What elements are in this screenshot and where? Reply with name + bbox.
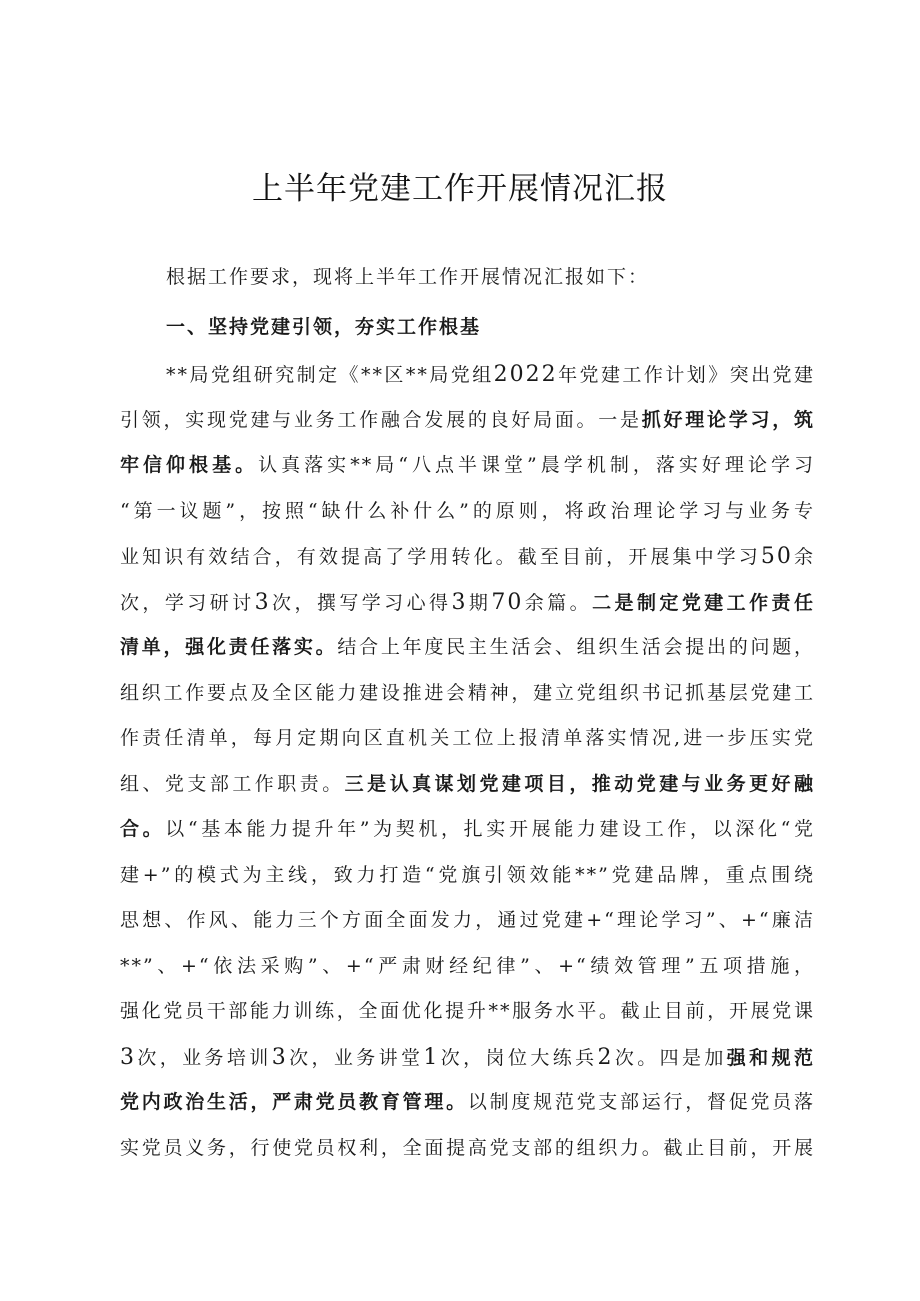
number-run: 3 (271, 1044, 288, 1070)
text-run: 次，业务讲堂 (287, 1046, 424, 1069)
text-run: 建+”的模式为主线，致力打造“党旗引领效能**”党建品牌，重点围绕 (120, 863, 815, 886)
text-run: **局党组研究制定《**区**局党组 (166, 364, 494, 386)
number-run: 3 (451, 589, 468, 615)
number-run: 1 (423, 1044, 440, 1070)
paragraph-line (120, 989, 815, 1035)
text-run: 组、党支部工作职责。 (120, 772, 345, 795)
text-run: 次，业务培训 (136, 1046, 272, 1069)
paragraph-line (120, 671, 815, 717)
paragraph-line (120, 625, 815, 671)
paragraph-line (120, 489, 815, 535)
paragraph-line (120, 944, 815, 990)
paragraph-line (120, 398, 815, 444)
bold-run: 强和规范 (726, 1046, 815, 1069)
number-run: 3 (254, 589, 271, 615)
text-run: 业知识有效结合，有效提高了学用转化。截至目前，开展集中学习 (120, 546, 761, 568)
intro-paragraph: 根据工作要求，现将上半年工作开展情况汇报如下： (166, 266, 650, 288)
paragraph-line (120, 1080, 815, 1126)
text-run: 余 (792, 546, 815, 568)
paragraph-line (120, 443, 815, 489)
bold-run: 抓好理论学习，筑 (641, 408, 815, 431)
section-heading: 一、坚持党建引领，夯实工作根基 (166, 316, 482, 338)
text-run: 引领，实现党建与业务工作融合发展的良好局面。一是 (120, 408, 642, 431)
paragraph-line (120, 352, 815, 398)
text-run: 年党建工作计划》突出党建 (557, 364, 815, 386)
text-run: 余篇。 (523, 591, 593, 614)
text-run: 结合上年度民主生活会、组织生活会提出的问题， (337, 636, 815, 658)
text-run: 次。四是加 (613, 1046, 727, 1069)
paragraph-line (120, 853, 815, 899)
paragraph-line (120, 1035, 815, 1081)
text-run: 思想、作风、能力三个方面全面发力，通过党建+“理论学习”、+“廉洁 (120, 909, 815, 931)
paragraph-line (120, 580, 815, 626)
paragraph-line (120, 716, 815, 762)
bold-run: 牢信仰根基。 (120, 454, 259, 476)
paragraph-line (120, 807, 815, 853)
number-run: 70 (491, 589, 524, 615)
text-run: 组织工作要点及全区能力建设推进会精神，建立党组织书记抓基层党建工 (120, 681, 815, 704)
text-run: 实党员义务，行使党员权利，全面提高党支部的组织力。截止目前，开展 (120, 1136, 815, 1159)
text-run: 期 (467, 591, 492, 614)
text-run: 次，岗位大练兵 (439, 1046, 598, 1069)
text-run: **”、+“依法采购”、+“严肃财经纪律”、+“绩效管理”五项措施， (120, 954, 815, 977)
body-paragraph (120, 352, 815, 1171)
bold-run: 合。 (120, 818, 166, 840)
number-run: 3 (120, 1044, 136, 1070)
paragraph-line (120, 1126, 815, 1172)
text-run: 强化党员干部能力训练，全面优化提升**服务水平。截止目前，开展党课 (120, 1000, 815, 1022)
text-run: “第一议题”，按照“缺什么补什么”的原则，将政治理论学习与业务专 (120, 499, 815, 522)
number-run: 2 (597, 1044, 614, 1070)
bold-run: 清单，强化责任落实。 (120, 636, 338, 658)
text-run: 以“基本能力提升年”为契机，扎实开展能力建设工作，以深化“党 (165, 818, 815, 840)
text-run: 作责任清单，每月定期向区直机关工位上报清单落实情况,进一步压实党 (120, 727, 815, 749)
text-run: 以制度规范党支部运行，督促党员落 (467, 1091, 815, 1113)
bold-run: 三是认真谋划党建项目，推动党建与业务更好融 (344, 772, 815, 795)
text-run: 认真落实**局“八点半课堂”晨学机制，落实好理论学习 (258, 454, 815, 476)
bold-run: 党内政治生活，严肃党员教育管理。 (120, 1091, 468, 1113)
text-run: 次，学习研讨 (120, 591, 255, 614)
paragraph-line (120, 898, 815, 944)
number-run: 2022 (493, 362, 558, 387)
paragraph-line (120, 762, 815, 808)
number-run: 50 (760, 544, 793, 569)
text-run: 次，撰写学习心得 (270, 591, 452, 614)
document-title: 上半年党建工作开展情况汇报 (252, 171, 668, 207)
bold-run: 二是制定党建工作责任 (592, 591, 815, 614)
paragraph-line (120, 534, 815, 580)
